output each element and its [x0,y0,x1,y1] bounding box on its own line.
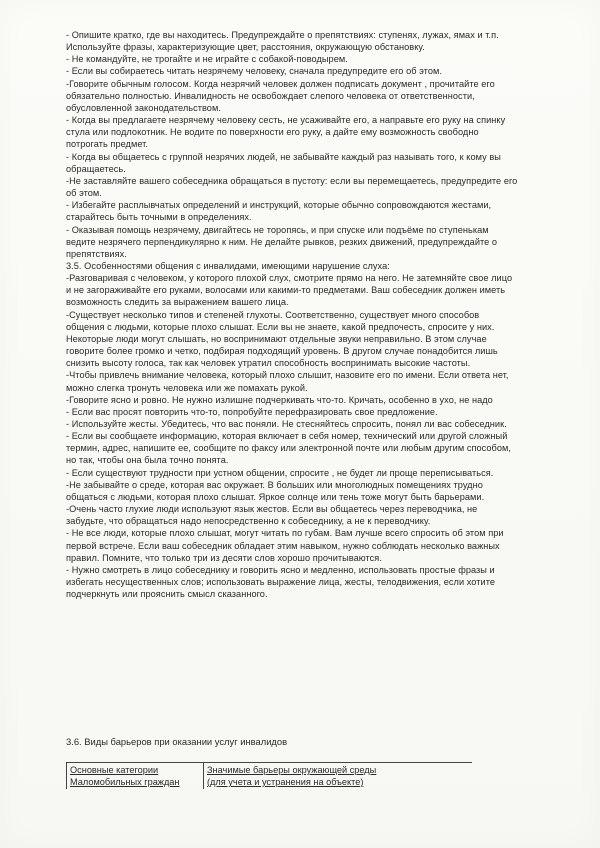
header-line: Значимые барьеры окружающей среды [207,765,377,775]
section-heading-3-6: 3.6. Виды барьеров при оказании услуг инвалидов [66,736,288,747]
table-header-categories [67,763,204,790]
section-heading-3-5: 3.5. Особенностями общения с инвалидами, имеющими нарушение слуха: [66,260,390,271]
header-line: (для учета и устранения на объекте) [207,777,364,787]
table-header-row [67,763,473,790]
paragraph: -Очень часто глухие люди используют язык жестов. Если вы общаетесь через переводчика, не забудьте, что обращаться надо непосредственно к собеседнику, а не к переводчику. [66,504,478,527]
paragraph: - Если существуют трудности при устном общении, спросите , не будет ли проще переписываться. [66,467,494,478]
paragraph: - Нужно смотреть в лицо собеседнику и говорить ясно и медленно, использовать простые фразы и избегать несущественных слов; использовать выражение лица, жесты, телодвижения, если хотите подчеркнуть или прояснить смысл сказанного. [66,564,496,600]
barriers-table [66,762,472,789]
paragraph: - Избегайте расплывчатых определений и инструкций, которые обычно сопровождаются жестами, старайтесь быть точными в определениях. [66,200,492,223]
paragraph: - Используйте жесты. Убедитесь, что вас поняли. Не стесняйтесь спросить, понял ли вас собеседник. [66,419,507,429]
paragraph: - Если вы сообщаете информацию, которая включает в себя номер, технический или другой сложный термин, адрес, напишите ее, сообщите по факсу или электронной почте или любым другим способом, но так, чтобы она была точно понята. [66,431,511,466]
table-header-barriers [204,763,473,790]
body-text [66,29,544,600]
paragraph: - Не все люди, которые плохо слышат, могут читать по губам. Вам лучше всего спросить об этом при первой встрече. Если ваш собеседник обладает этим навыком, нужно соблюдать несколько важных правил. Помните, что только три из десяти слов хорошо прочитываются. [66,528,504,563]
paragraph: - Оказывая помощь незрячему, двигайтесь не торопясь, и при спуске или подъёме по ступенькам ведите незрячего перпендикулярно к ним. Не делайте рывков, резких движений, предупреждайте о препятствиях. [66,224,498,259]
paragraph: -Существует несколько типов и степеней глухоты. Соответственно, существует много способов общения с людьми, которые плохо слышат. Если вы не знаете, какой предпочесть, спросите у них. Некоторые люди могут слышать, но воспринимают отдельные звуки неправильно. В этом случае говорите более громко и четко, подбирая подходящий уровень. В другом случае понадобится лишь снизить высоту голоса, так как человек утратил способность воспринимать высокие частоты. [66,309,498,369]
header-line: Маломобильных граждан [70,777,180,787]
paragraph: -Не забывайте о среде, которая вас окружает. В больших или многолюдных помещениях трудно общаться с людьми, которая плохо слышат. Яркое солнце или тень тоже могут быть барьерами. [66,479,485,502]
paragraph: -Не заставляйте вашего собеседника обращаться в пустоту: если вы перемещаетесь, предупредите его об этом. [66,175,518,199]
paragraph: - Когда вы общаетесь с группой незрячих людей, не забывайте каждый раз называть того, к кому вы обращаетесь. [66,151,501,174]
header-line: Основные категории [70,765,159,775]
paragraph: -Говорите обычным голосом. Когда незрячий человек должен подписать документ , прочитайте его обязательно полностью. Инвалидность не освобождает слепого человека от ответственности, обусловленной законодательством. [66,78,495,113]
paragraph: -Чтобы привлечь внимание человека, который плохо слышит, назовите его по имени. Если ответа нет, можно слегка тронуть человека или же помахать рукой. [66,370,509,393]
paragraph: -Разговаривая с человеком, у которого плохой слух, смотрите прямо на него. Не затемняйте свое лицо и не загораживайте его руками, волосами или какими-то предметами. Ваш собеседник должен иметь возможность следить за выражением вашего лица. [66,273,513,308]
paragraph: - Не командуйте, не трогайте и не играйте с собакой-поводырем. [66,54,348,65]
paragraph: -Говорите ясно и ровно. Не нужно излишне подчеркивать что-то. Кричать, особенно в ухо, не надо [66,394,493,405]
paragraph: - Когда вы предлагаете незрячему человеку сесть, не усаживайте его, а направьте его руку на спинку стула или подлокотник. Не водите по поверхности его руку, а дайте ему возможность свободно потрогать предмет. [66,115,506,150]
paragraph: - Опишите кратко, где вы находитесь. Предупреждайте о препятствиях: ступенях, лужах, ямах и т.п. Используйте фразы, характеризующие цвет, расстояния, окружающую обстановку. [66,30,499,53]
paragraph: - Если вы собираетесь читать незрячему человеку, сначала предупредите его об этом. [66,66,442,77]
paragraph: - Если вас просят повторить что-то, попробуйте перефразировать свое предложение. [66,406,438,417]
